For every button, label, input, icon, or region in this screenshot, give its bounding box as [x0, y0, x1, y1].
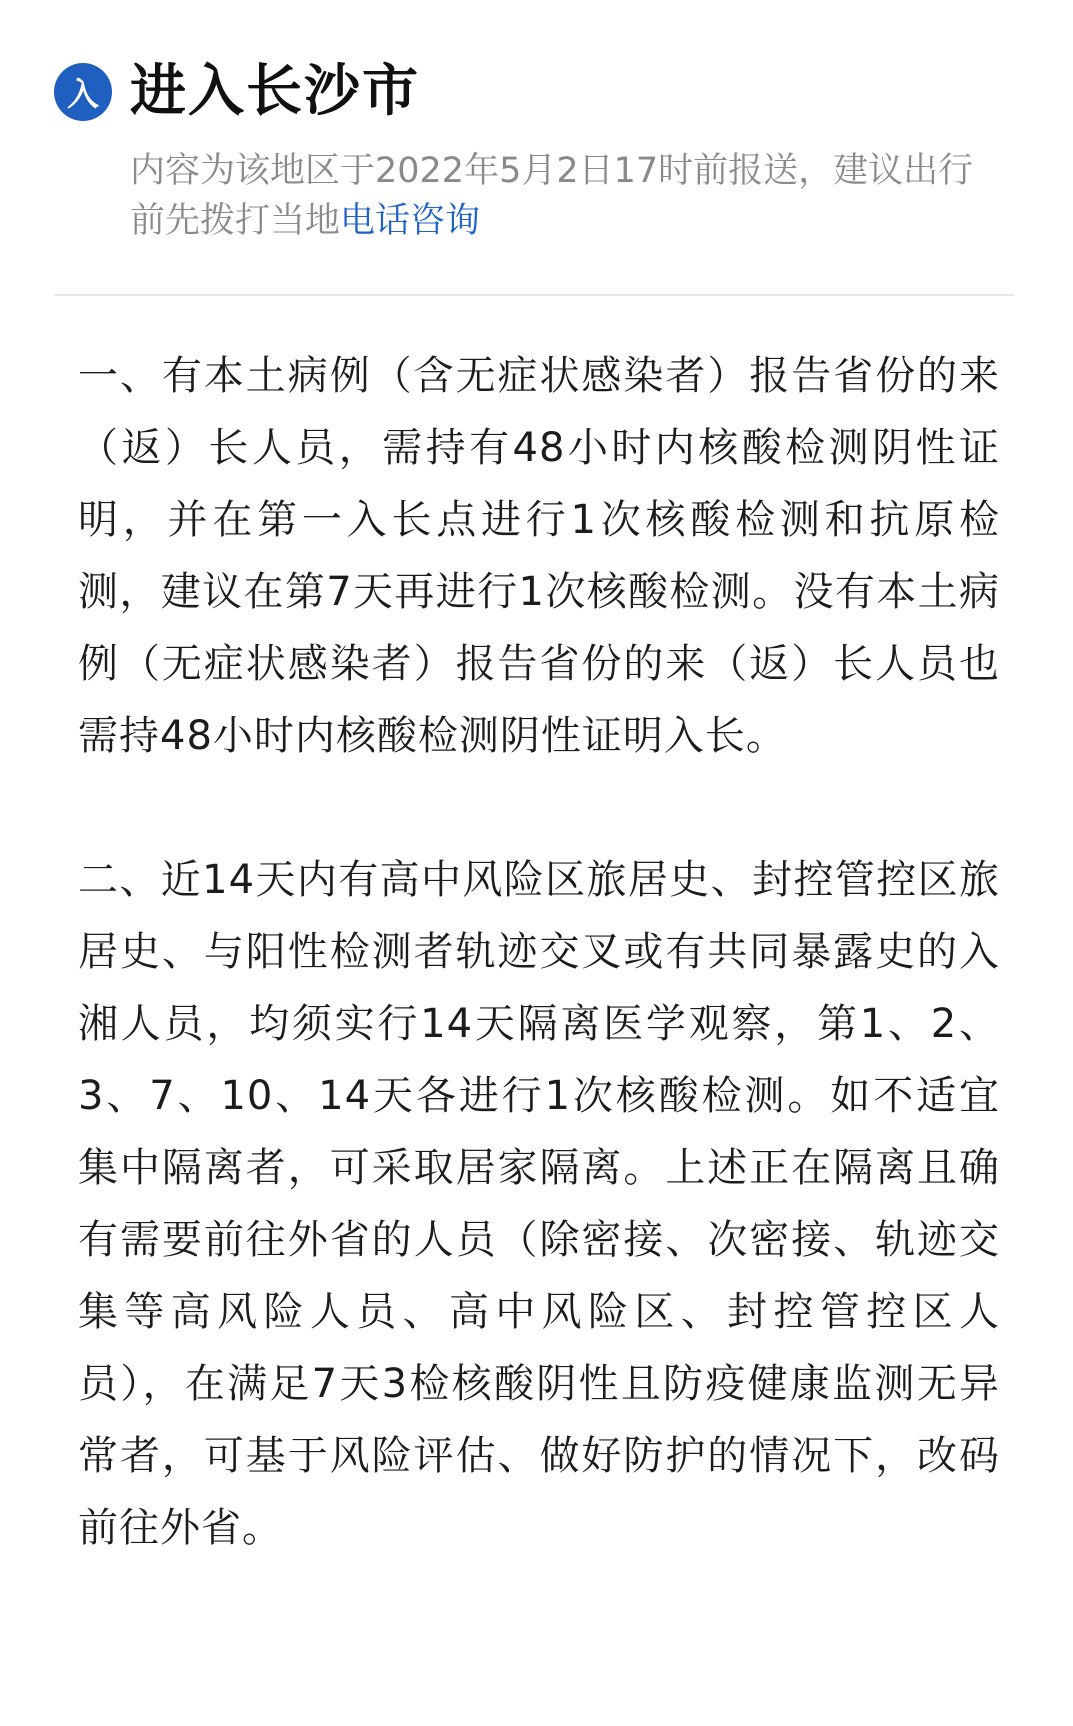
entry-badge-icon: 入 [54, 63, 112, 121]
page-title: 进入长沙市 [130, 59, 420, 124]
policy-paragraph-1: 一、有本土病例（含无症状感染者）报告省份的来（返）长人员，需持有48小时内核酸检测阴性证明，并在第一入长点进行1次核酸检测和抗原检测，建议在第7天再进行1次核酸检测。没有本土病例（无症状感染者）报告省份的来（返）长人员也需持48小时内核酸检测阴性证明入长。 [78, 353, 1000, 759]
policy-paragraph-2: 二、近14天内有高中风险区旅居史、封控管控区旅居史、与阳性检测者轨迹交叉或有共同暴露史的入湘人员，均须实行14天隔离医学观察，第1、2、3、7、10、14天各进行1次核酸检测。如不适宜集中隔离者，可采取居家隔离。上述正在隔离且确有需要前往外省的人员（除密接、次密接、轨迹交集等高风险人员、高中风险区、封控管控区人员），在满足7天3检核酸阴性且防疫健康监测无异常者，可基于风险评估、做好防护的情况下，改码前往外省。 [78, 857, 1000, 1551]
report-notice [130, 146, 1000, 246]
policy-content [78, 340, 1000, 1564]
divider [54, 294, 1014, 296]
title-row [54, 52, 1020, 132]
report-notice-text: 内容为该地区于2022年5月2日17时前报送，建议出行前先拨打当地 [130, 151, 974, 241]
phone-consult-link[interactable]: 电话咨询 [340, 201, 481, 241]
section-header [54, 52, 1020, 246]
